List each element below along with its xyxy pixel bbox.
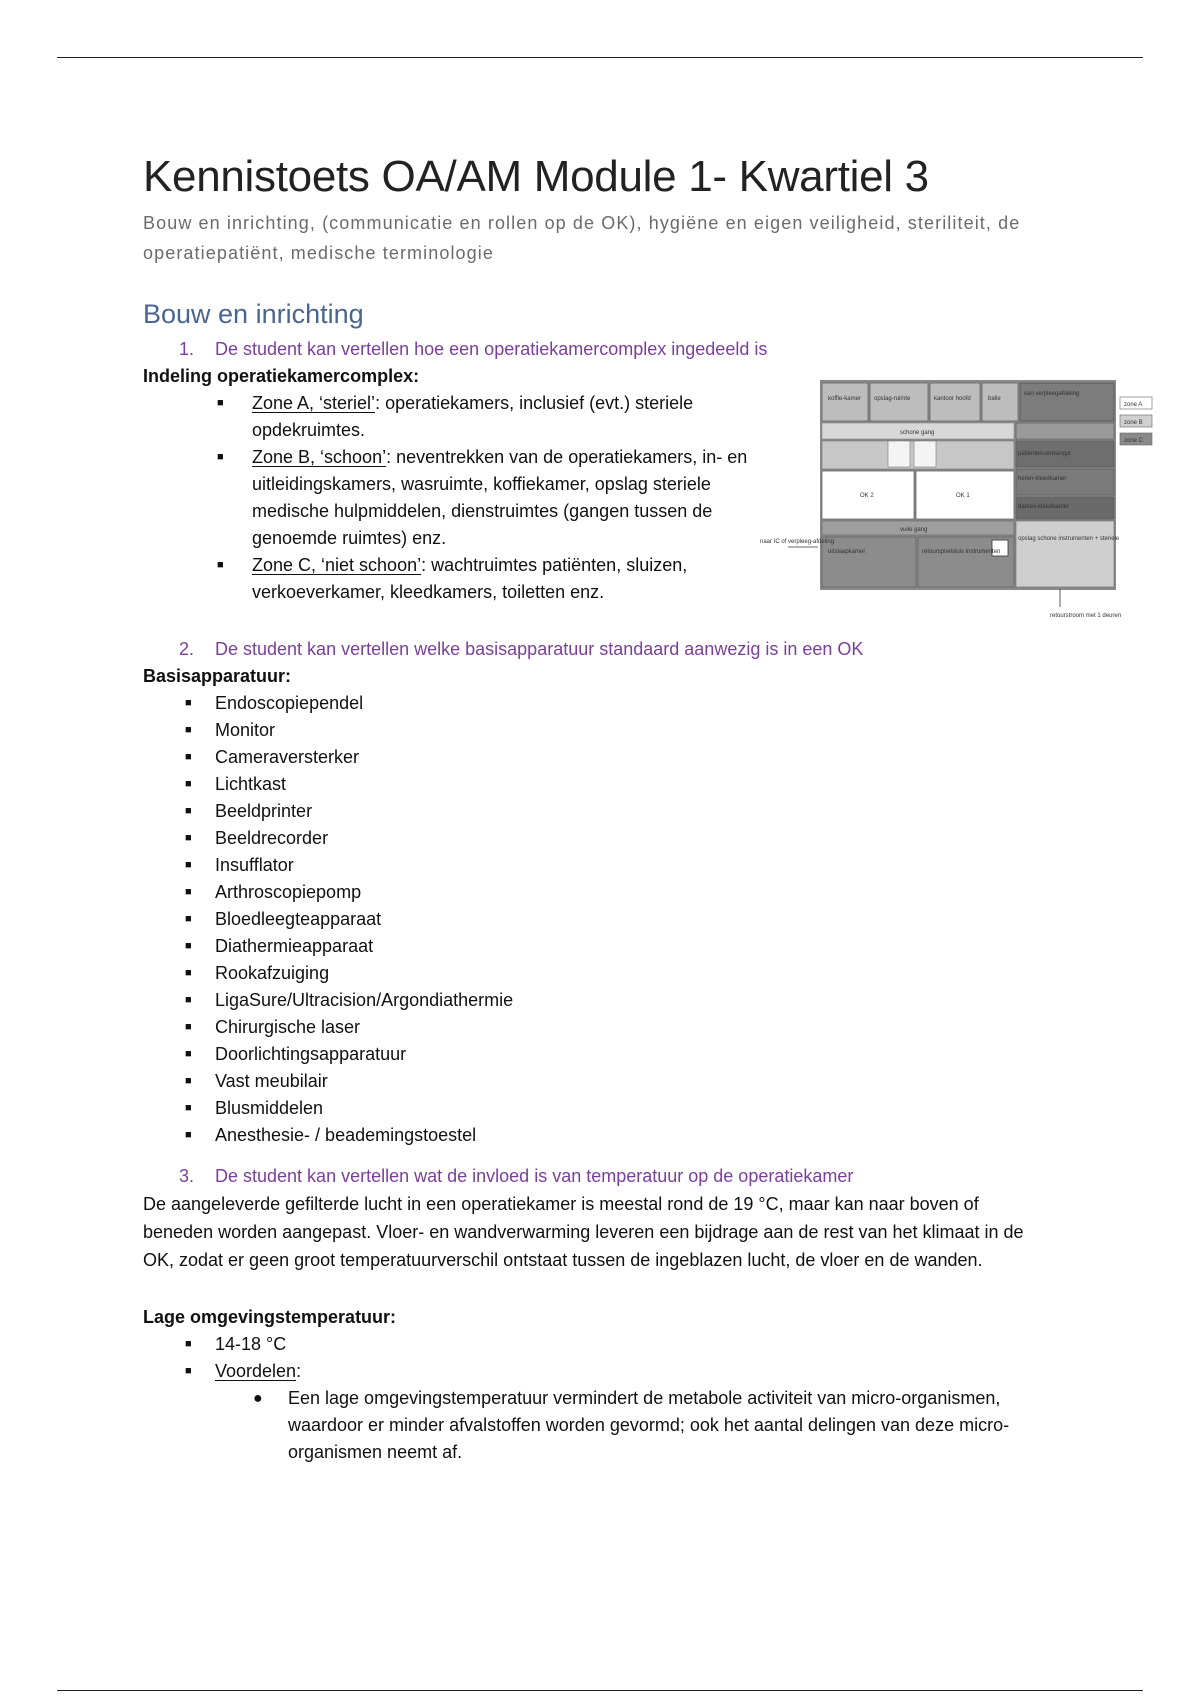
equipment-item xyxy=(143,798,1043,825)
equipment-label: Bloedleegteapparaat xyxy=(215,909,382,929)
equipment-item xyxy=(143,1122,1043,1149)
list-item xyxy=(143,444,763,552)
equipment-label: Diathermieapparaat xyxy=(215,936,374,956)
room-label: retourstroom met 1 deuren xyxy=(1050,613,1122,619)
room-label: schone gang xyxy=(900,430,935,436)
equipment-label: Endoscopiependel xyxy=(215,693,364,713)
question-3 xyxy=(143,1163,1043,1190)
temperature-paragraph: De aangeleverde gefilterde lucht in een operatiekamer is meestal rond de 19 °C, maar kan naar boven of beneden worden aangepast. Vloer- en wandverwarming leveren een bijdrage aan de rest van het klimaat in de OK, zodat er geen groot temperatuurverschil ontstaat tussen de ingeblazen lucht, de vloer en de wanden. xyxy=(143,1194,1024,1270)
floorplan-diagram xyxy=(760,375,1200,645)
room-label: naar IC of verpleeg-afdeling xyxy=(760,539,835,545)
square-bullet-icon: ■ xyxy=(185,967,192,979)
equipment-item xyxy=(143,1014,1043,1041)
question-3-number: 3. xyxy=(179,1166,195,1186)
square-bullet-icon: ■ xyxy=(185,1102,192,1114)
square-bullet-icon: ■ xyxy=(185,1338,192,1350)
question-1-number: 1. xyxy=(179,339,195,359)
equipment-label: Beeldrecorder xyxy=(215,828,329,848)
equipment-label: Beeldprinter xyxy=(215,801,313,821)
section-heading: Bouw en inrichting xyxy=(143,299,364,329)
room-label: koffie-kamer xyxy=(828,396,861,402)
question-1-text: De student kan vertellen hoe een operatiekamercomplex ingedeeld is xyxy=(215,339,768,359)
zone-text: : operatiekamers, inclusief (evt.) steriele opdekruimtes. xyxy=(252,393,694,440)
equipment-item xyxy=(143,1041,1043,1068)
legend-label: zone A xyxy=(1124,402,1143,408)
room-label: opslag-ruimte xyxy=(874,396,911,402)
room-label: patiënten-ontvangst xyxy=(1018,451,1071,457)
room-label: OK 2 xyxy=(860,493,874,499)
equipment-label: Monitor xyxy=(215,720,276,740)
question-3-text: De student kan vertellen wat de invloed is van temperatuur op de operatiekamer xyxy=(215,1166,854,1186)
zone-label: Zone C, ‘niet schoon’ xyxy=(252,555,422,575)
square-bullet-icon: ■ xyxy=(185,1048,192,1060)
floorplan-room xyxy=(822,537,916,587)
equipment-label: Blusmiddelen xyxy=(215,1098,324,1118)
equipment-label: Anesthesie- / beademingstoestel xyxy=(215,1125,477,1145)
zone-text: : neventrekken van de operatiekamers, in- en uitleidingskamers, wasruimte, koffiekamer, opslag steriele medische hulpmiddelen, dienstruimtes (gangen tussen de genoemde ruimtes) enz. xyxy=(252,447,748,548)
zone-text: : wachtruimtes patiënten, sluizen, verkoeverkamer, kleedkamers, toiletten enz. xyxy=(252,555,688,602)
equipment-label: Cameraversterker xyxy=(215,747,360,767)
square-bullet-icon: ■ xyxy=(217,559,224,571)
equipment-label: Insufflator xyxy=(215,855,294,875)
square-bullet-icon: ■ xyxy=(217,451,224,463)
equipment-item xyxy=(143,744,1043,771)
square-bullet-icon: ■ xyxy=(185,832,192,844)
floorplan-room xyxy=(982,383,1018,421)
floorplan-room xyxy=(1016,521,1114,587)
floorplan-room xyxy=(888,441,910,467)
room-label: van verpleegafdeling xyxy=(1024,391,1080,397)
legend-label: zone B xyxy=(1124,420,1143,426)
equipment-item xyxy=(143,825,1043,852)
equipment-item xyxy=(143,879,1043,906)
square-bullet-icon: ■ xyxy=(185,994,192,1006)
floorplan-room xyxy=(822,383,868,421)
equipment-label: Doorlichtingsapparatuur xyxy=(215,1044,407,1064)
room-label: kantoor hoofd xyxy=(934,396,971,402)
equipment-item xyxy=(143,717,1043,744)
floorplan-room xyxy=(930,383,980,421)
room-label: vuile gang xyxy=(900,527,928,533)
document-title: Kennistoets OA/AM Module 1- Kwartiel 3 xyxy=(143,152,929,201)
floorplan-room xyxy=(870,383,928,421)
list-item xyxy=(143,552,763,606)
advantages-list xyxy=(143,1385,1043,1466)
q1-heading: Indeling operatiekamercomplex: xyxy=(143,366,420,386)
equipment-item xyxy=(143,852,1043,879)
equipment-item xyxy=(143,771,1043,798)
square-bullet-icon: ■ xyxy=(185,1365,192,1377)
zone-label: Zone A, ‘steriel’ xyxy=(252,393,376,413)
equipment-item xyxy=(143,1095,1043,1122)
square-bullet-icon: ■ xyxy=(217,397,224,409)
list-item xyxy=(143,1331,1043,1358)
floorplan-room xyxy=(1020,383,1114,421)
square-bullet-icon: ■ xyxy=(185,724,192,736)
document-page xyxy=(143,150,1043,1466)
advantage-text: Een lage omgevingstemperatuur vermindert de metabole activiteit van micro-organismen, waardoor er minder afvalstoffen worden gevormd; ook het aantal delingen van deze micro-organismen neemt af. xyxy=(288,1388,1010,1462)
floorplan-room xyxy=(1016,469,1114,495)
room-label: uitslaapkamer xyxy=(828,549,866,555)
top-rule xyxy=(57,57,1143,58)
bottom-rule xyxy=(57,1690,1143,1691)
equipment-label: Lichtkast xyxy=(215,774,287,794)
advantages-suffix: : xyxy=(296,1361,302,1381)
list-item xyxy=(143,1385,1043,1466)
room-label: heren-kleedkamer xyxy=(1018,476,1067,482)
square-bullet-icon: ■ xyxy=(185,1021,192,1033)
square-bullet-icon: ■ xyxy=(185,859,192,871)
equipment-item xyxy=(143,690,1043,717)
zone-list xyxy=(143,390,763,606)
square-bullet-icon: ■ xyxy=(185,751,192,763)
square-bullet-icon: ■ xyxy=(185,697,192,709)
temperature-range: 14-18 °C xyxy=(215,1334,287,1354)
room-label: retourspoelsluis instrumenten xyxy=(922,549,1001,555)
equipment-list xyxy=(143,690,1043,1149)
list-item xyxy=(143,1358,1043,1385)
equipment-item xyxy=(143,987,1043,1014)
equipment-label: Vast meubilair xyxy=(215,1071,328,1091)
equipment-label: Rookafzuiging xyxy=(215,963,330,983)
room-label: opslag schone instrumenten + steriele xyxy=(1018,536,1120,542)
room-label: OK 1 xyxy=(956,493,970,499)
floorplan-room xyxy=(914,441,936,467)
question-1 xyxy=(143,336,1043,363)
equipment-label: LigaSure/Ultracision/Argondiathermie xyxy=(215,990,514,1010)
q2-heading: Basisapparatuur: xyxy=(143,666,292,686)
square-bullet-icon: ■ xyxy=(185,805,192,817)
square-bullet-icon: ■ xyxy=(185,886,192,898)
document-subtitle: Bouw en inrichting, (communicatie en rollen op de OK), hygiëne en eigen veiligheid, steriliteit, de operatiepatiënt, medische terminologie xyxy=(143,213,1021,263)
square-bullet-icon: ■ xyxy=(185,1129,192,1141)
equipment-item xyxy=(143,906,1043,933)
room-label: dames-kleedkamer xyxy=(1018,504,1070,510)
square-bullet-icon: ■ xyxy=(185,913,192,925)
equipment-label: Chirurgische laser xyxy=(215,1017,361,1037)
equipment-item xyxy=(143,1068,1043,1095)
square-bullet-icon: ■ xyxy=(185,778,192,790)
list-item xyxy=(143,390,763,444)
equipment-label: Arthroscopiepomp xyxy=(215,882,362,902)
room-label: balie xyxy=(988,396,1001,402)
zone-label: Zone B, ‘schoon’ xyxy=(252,447,387,467)
question-2-text: De student kan vertellen welke basisapparatuur standaard aanwezig is in een OK xyxy=(215,639,864,659)
square-bullet-icon: ■ xyxy=(185,940,192,952)
legend-label: zone C xyxy=(1124,438,1144,444)
floorplan-room xyxy=(1016,423,1114,439)
square-bullet-icon: ■ xyxy=(185,1075,192,1087)
low-temperature-list xyxy=(143,1331,1043,1385)
equipment-item xyxy=(143,960,1043,987)
low-temperature-heading: Lage omgevingstemperatuur: xyxy=(143,1307,397,1327)
equipment-item xyxy=(143,933,1043,960)
dot-bullet-icon: ● xyxy=(253,1390,263,1407)
question-2-number: 2. xyxy=(179,639,195,659)
advantages-label: Voordelen xyxy=(215,1361,297,1381)
